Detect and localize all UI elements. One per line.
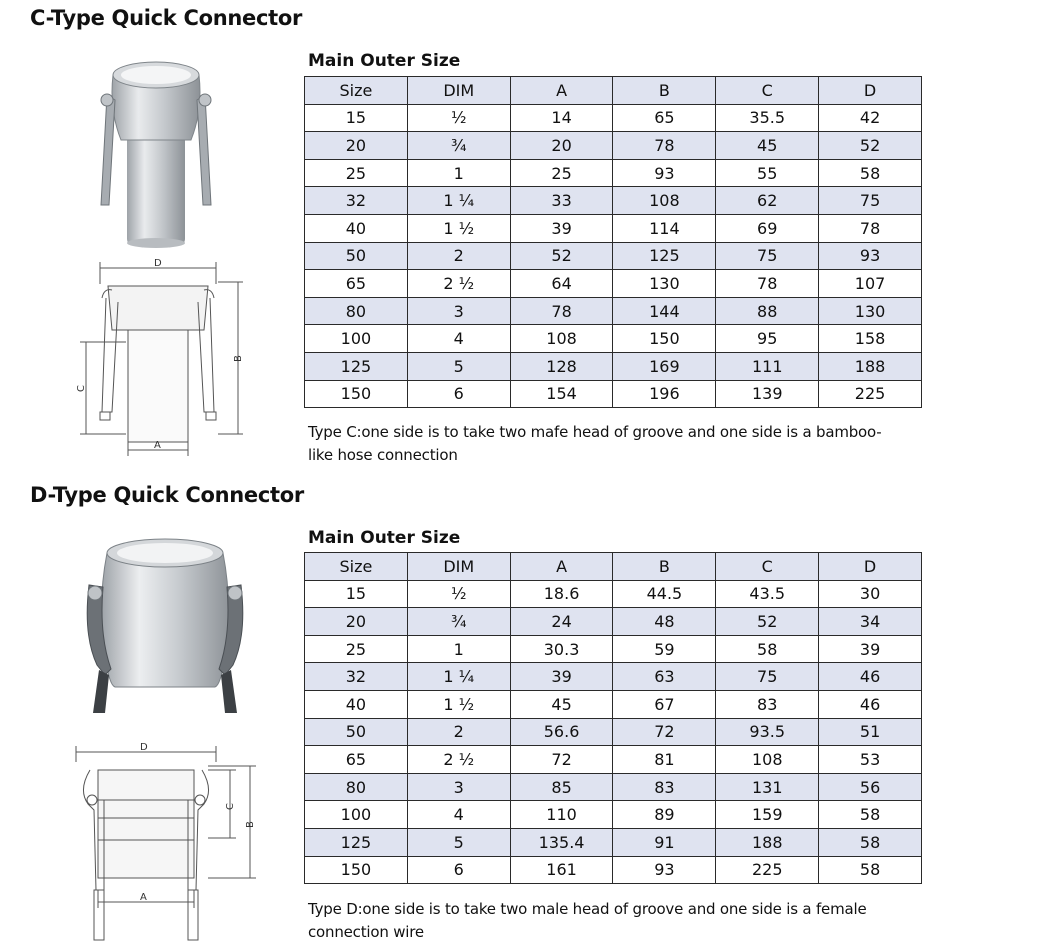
c-type-product-photo — [95, 55, 245, 250]
table-cell: 1 ½ — [407, 214, 510, 242]
d-type-dimension-drawing — [68, 740, 258, 945]
table-cell: 2 — [407, 242, 510, 270]
column-header: Size — [305, 553, 408, 581]
table-cell: 75 — [716, 242, 819, 270]
table-row — [305, 663, 922, 691]
table-row — [305, 718, 922, 746]
table-cell: 169 — [613, 352, 716, 380]
table-cell: 56 — [819, 773, 922, 801]
column-header: DIM — [407, 553, 510, 581]
table-cell: 78 — [819, 214, 922, 242]
d-type-title: D-Type Quick Connector — [30, 483, 304, 507]
table-cell: 6 — [407, 856, 510, 884]
table-cell: 35.5 — [716, 104, 819, 132]
table-cell: 93 — [613, 159, 716, 187]
d-type-size-table — [304, 552, 922, 884]
column-header: D — [819, 553, 922, 581]
table-cell: ¾ — [407, 132, 510, 160]
table-cell: 158 — [819, 325, 922, 353]
table-cell: 188 — [819, 352, 922, 380]
table-cell: 50 — [305, 242, 408, 270]
table-row — [305, 104, 922, 132]
table-cell: 75 — [716, 663, 819, 691]
d-drawing-label-a: A — [140, 892, 147, 903]
table-cell: 80 — [305, 773, 408, 801]
table-cell: 44.5 — [613, 580, 716, 608]
d-drawing-label-c: C — [225, 803, 236, 810]
table-cell: 69 — [716, 214, 819, 242]
table-cell: 63 — [613, 663, 716, 691]
table-cell: 34 — [819, 608, 922, 636]
table-cell: 1 ¼ — [407, 187, 510, 215]
c-drawing-label-b: B — [233, 355, 244, 362]
table-cell: 78 — [716, 270, 819, 298]
table-cell: 108 — [510, 325, 613, 353]
table-cell: 107 — [819, 270, 922, 298]
table-cell: 48 — [613, 608, 716, 636]
table-cell: 95 — [716, 325, 819, 353]
table-cell: 55 — [716, 159, 819, 187]
column-header: B — [613, 77, 716, 105]
table-cell: 83 — [716, 690, 819, 718]
table-cell: 40 — [305, 690, 408, 718]
table-cell: 3 — [407, 773, 510, 801]
table-cell: ¾ — [407, 608, 510, 636]
table-cell: 88 — [716, 297, 819, 325]
table-row — [305, 635, 922, 663]
table-row — [305, 580, 922, 608]
table-cell: 144 — [613, 297, 716, 325]
column-header: B — [613, 553, 716, 581]
table-cell: 25 — [305, 635, 408, 663]
c-drawing-label-c: C — [76, 385, 87, 392]
d-type-product-photo — [75, 535, 250, 725]
table-cell: 125 — [305, 828, 408, 856]
column-header: D — [819, 77, 922, 105]
table-cell: 110 — [510, 801, 613, 829]
table-row — [305, 773, 922, 801]
table-cell: 32 — [305, 663, 408, 691]
c-drawing-label-a: A — [154, 440, 161, 451]
table-cell: 130 — [819, 297, 922, 325]
c-table-title: Main Outer Size — [308, 51, 461, 71]
table-cell: 150 — [613, 325, 716, 353]
table-cell: 52 — [510, 242, 613, 270]
table-cell: 154 — [510, 380, 613, 408]
table-cell: 32 — [305, 187, 408, 215]
column-header: C — [716, 553, 819, 581]
table-row — [305, 297, 922, 325]
table-cell: 43.5 — [716, 580, 819, 608]
table-cell: 1 ½ — [407, 690, 510, 718]
table-cell: 131 — [716, 773, 819, 801]
table-cell: 33 — [510, 187, 613, 215]
table-cell: 58 — [819, 828, 922, 856]
table-cell: 25 — [305, 159, 408, 187]
table-cell: 24 — [510, 608, 613, 636]
table-cell: 3 — [407, 297, 510, 325]
table-cell: 125 — [305, 352, 408, 380]
table-cell: 225 — [819, 380, 922, 408]
table-cell: 125 — [613, 242, 716, 270]
table-cell: 39 — [819, 635, 922, 663]
table-cell: 65 — [613, 104, 716, 132]
column-header: C — [716, 77, 819, 105]
table-cell: 139 — [716, 380, 819, 408]
table-row — [305, 380, 922, 408]
table-cell: 5 — [407, 352, 510, 380]
table-cell: 50 — [305, 718, 408, 746]
table-cell: 108 — [716, 746, 819, 774]
table-cell: 39 — [510, 214, 613, 242]
table-row — [305, 132, 922, 160]
table-cell: 150 — [305, 856, 408, 884]
table-cell: 89 — [613, 801, 716, 829]
table-cell: 46 — [819, 690, 922, 718]
table-header-row — [305, 553, 922, 581]
d-type-description — [308, 898, 920, 944]
table-cell: 53 — [819, 746, 922, 774]
d-note-line-1: Type D:one side is to take two male head of groove and one side is a female — [308, 900, 867, 918]
table-cell: 100 — [305, 325, 408, 353]
table-cell: 25 — [510, 159, 613, 187]
table-cell: 2 ½ — [407, 746, 510, 774]
table-row — [305, 270, 922, 298]
table-cell: 4 — [407, 801, 510, 829]
table-cell: 93 — [613, 856, 716, 884]
table-cell: 58 — [819, 801, 922, 829]
table-cell: 20 — [305, 132, 408, 160]
table-cell: 39 — [510, 663, 613, 691]
table-cell: 135.4 — [510, 828, 613, 856]
table-cell: 42 — [819, 104, 922, 132]
table-cell: 2 — [407, 718, 510, 746]
table-cell: 58 — [819, 856, 922, 884]
table-cell: 46 — [819, 663, 922, 691]
table-cell: 15 — [305, 580, 408, 608]
table-cell: 80 — [305, 297, 408, 325]
table-cell: 51 — [819, 718, 922, 746]
table-cell: 45 — [716, 132, 819, 160]
table-cell: 6 — [407, 380, 510, 408]
table-cell: 91 — [613, 828, 716, 856]
table-row — [305, 242, 922, 270]
table-cell: 65 — [305, 746, 408, 774]
table-cell: 85 — [510, 773, 613, 801]
table-cell: 159 — [716, 801, 819, 829]
table-cell: 93 — [819, 242, 922, 270]
table-cell: 2 ½ — [407, 270, 510, 298]
d-table-title: Main Outer Size — [308, 528, 461, 548]
table-cell: 58 — [716, 635, 819, 663]
table-row — [305, 325, 922, 353]
table-cell: 81 — [613, 746, 716, 774]
table-cell: 83 — [613, 773, 716, 801]
table-cell: 93.5 — [716, 718, 819, 746]
table-cell: 1 ¼ — [407, 663, 510, 691]
table-row — [305, 214, 922, 242]
table-row — [305, 159, 922, 187]
table-row — [305, 828, 922, 856]
table-row — [305, 187, 922, 215]
table-cell: 67 — [613, 690, 716, 718]
table-cell: 72 — [613, 718, 716, 746]
table-cell: 150 — [305, 380, 408, 408]
table-row — [305, 801, 922, 829]
table-row — [305, 352, 922, 380]
table-cell: 14 — [510, 104, 613, 132]
table-cell: 100 — [305, 801, 408, 829]
column-header: A — [510, 553, 613, 581]
table-cell: 114 — [613, 214, 716, 242]
table-header-row — [305, 77, 922, 105]
table-cell: 130 — [613, 270, 716, 298]
table-cell: 64 — [510, 270, 613, 298]
table-cell: 30.3 — [510, 635, 613, 663]
c-drawing-label-d: D — [154, 258, 162, 269]
table-cell: 20 — [305, 608, 408, 636]
table-cell: 20 — [510, 132, 613, 160]
table-cell: 108 — [613, 187, 716, 215]
table-cell: 188 — [716, 828, 819, 856]
table-cell: 225 — [716, 856, 819, 884]
table-cell: 45 — [510, 690, 613, 718]
table-row — [305, 746, 922, 774]
c-note-line-2: like hose connection — [308, 446, 458, 464]
table-cell: 15 — [305, 104, 408, 132]
d-note-line-2: connection wire — [308, 923, 424, 941]
table-cell: ½ — [407, 580, 510, 608]
table-cell: 196 — [613, 380, 716, 408]
table-cell: 1 — [407, 635, 510, 663]
d-drawing-label-b: B — [245, 821, 256, 828]
table-cell: 40 — [305, 214, 408, 242]
table-row — [305, 856, 922, 884]
table-cell: 1 — [407, 159, 510, 187]
table-cell: 72 — [510, 746, 613, 774]
table-cell: 65 — [305, 270, 408, 298]
column-header: Size — [305, 77, 408, 105]
c-type-description — [308, 421, 920, 467]
table-cell: 111 — [716, 352, 819, 380]
table-row — [305, 608, 922, 636]
table-cell: 128 — [510, 352, 613, 380]
table-row — [305, 690, 922, 718]
table-cell: 78 — [613, 132, 716, 160]
table-cell: 58 — [819, 159, 922, 187]
table-cell: 161 — [510, 856, 613, 884]
column-header: A — [510, 77, 613, 105]
table-cell: 18.6 — [510, 580, 613, 608]
table-cell: ½ — [407, 104, 510, 132]
table-cell: 59 — [613, 635, 716, 663]
c-type-size-table — [304, 76, 922, 408]
c-type-dimension-drawing — [78, 258, 248, 458]
d-drawing-label-d: D — [140, 742, 148, 753]
table-cell: 52 — [716, 608, 819, 636]
table-cell: 75 — [819, 187, 922, 215]
c-type-title: C-Type Quick Connector — [30, 6, 303, 30]
column-header: DIM — [407, 77, 510, 105]
c-note-line-1: Type C:one side is to take two mafe head of groove and one side is a bamboo- — [308, 423, 882, 441]
table-cell: 56.6 — [510, 718, 613, 746]
table-cell: 4 — [407, 325, 510, 353]
table-cell: 78 — [510, 297, 613, 325]
table-cell: 62 — [716, 187, 819, 215]
table-cell: 30 — [819, 580, 922, 608]
table-cell: 5 — [407, 828, 510, 856]
table-cell: 52 — [819, 132, 922, 160]
